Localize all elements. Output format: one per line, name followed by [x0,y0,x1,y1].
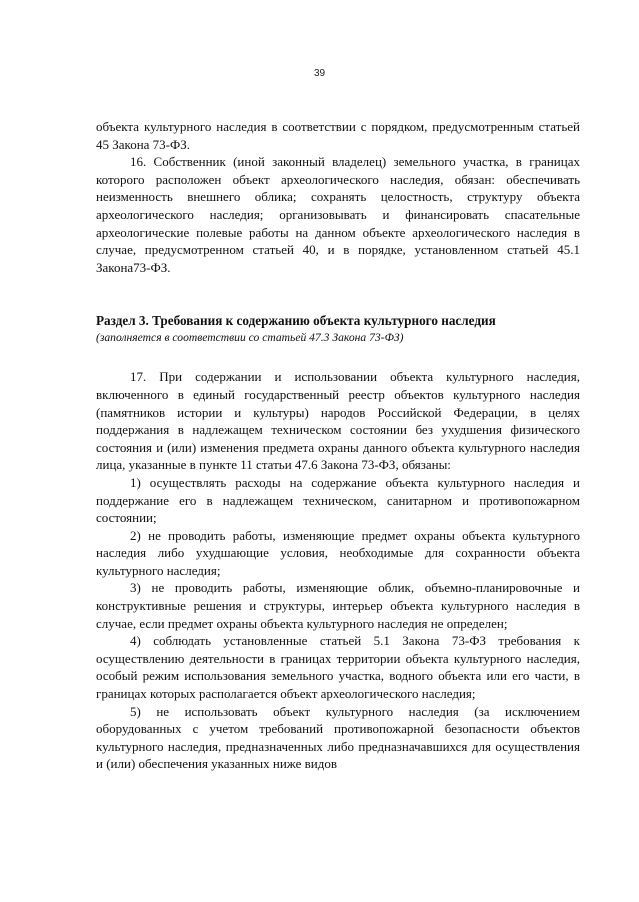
document-body [96,118,580,773]
section-spacer [96,276,580,312]
list-item-2: 2) не проводить работы, изменяющие предмет охраны объекта культурного наследия либо ухудшающие условия, необходимые для сохранности объекта культурного наследия; [96,527,580,578]
paragraph-continuation: объекта культурного наследия в соответствии с порядком, предусмотренным статьей 45 Закона 73-ФЗ. [96,119,580,152]
paragraph-16: 16. Собственник (иной законный владелец) земельного участка, в границах которого расположен объект археологического наследия, обязан: обеспечивать неизменность внешнего облика; сохранять целостность, структуру объекта археологического наследия; организовывать и финансировать спасательные археологические полевые работы на данном объекте археологического наследия в случае, предусмотренном статьей 40, и в порядке, установленном статьей 45.1 Закона73-ФЗ. [96,154,580,275]
list-item-4: 4) соблюдать установленные статьей 5.1 Закона 73-ФЗ требования к осуществлению деятельности в границах территории объекта культурного наследия, особый режим использования земельного участка, водного объекта или его части, в границах которых располагается объект археологического наследия; [96,633,580,702]
paragraph-17: 17. При содержании и использовании объекта культурного наследия, включенного в единый государственный реестр объектов культурного наследия (памятников истории и культуры) народов Российской Федерации, в целях поддержания в надлежащем техническом состоянии без ухудшения физического состояния и (или) изменения предмета охраны данного объекта культурного наследия лица, указанные в пункте 11 статьи 47.6 Закона 73-ФЗ, обязаны: [96,369,580,473]
section-subtitle: (заполняется в соответствии со статьей 47.3 Закона 73-ФЗ) [96,331,404,345]
list-item-5: 5) не использовать объект культурного наследия (за исключением оборудованных с учетом требований противопожарной безопасности объектов культурного наследия, предназначенных либо предназначавшихся для осуществления и (или) обеспечения указанных ниже видов [96,703,580,772]
section-title: Раздел 3. Требования к содержанию объекта культурного наследия [96,313,496,329]
list-item-1: 1) осуществлять расходы на содержание объекта культурного наследия и поддержание его в надлежащем техническом, санитарном и противопожарном состоянии; [96,474,580,526]
heading-spacer [96,346,580,368]
page-number: 39 [313,68,326,79]
list-item-3: 3) не проводить работы, изменяющие облик, объемно-планировочные и конструктивные решения и структуры, интерьер объекта культурного наследия в случае, если предмет охраны объекта культурного наследия не определен; [96,580,580,631]
